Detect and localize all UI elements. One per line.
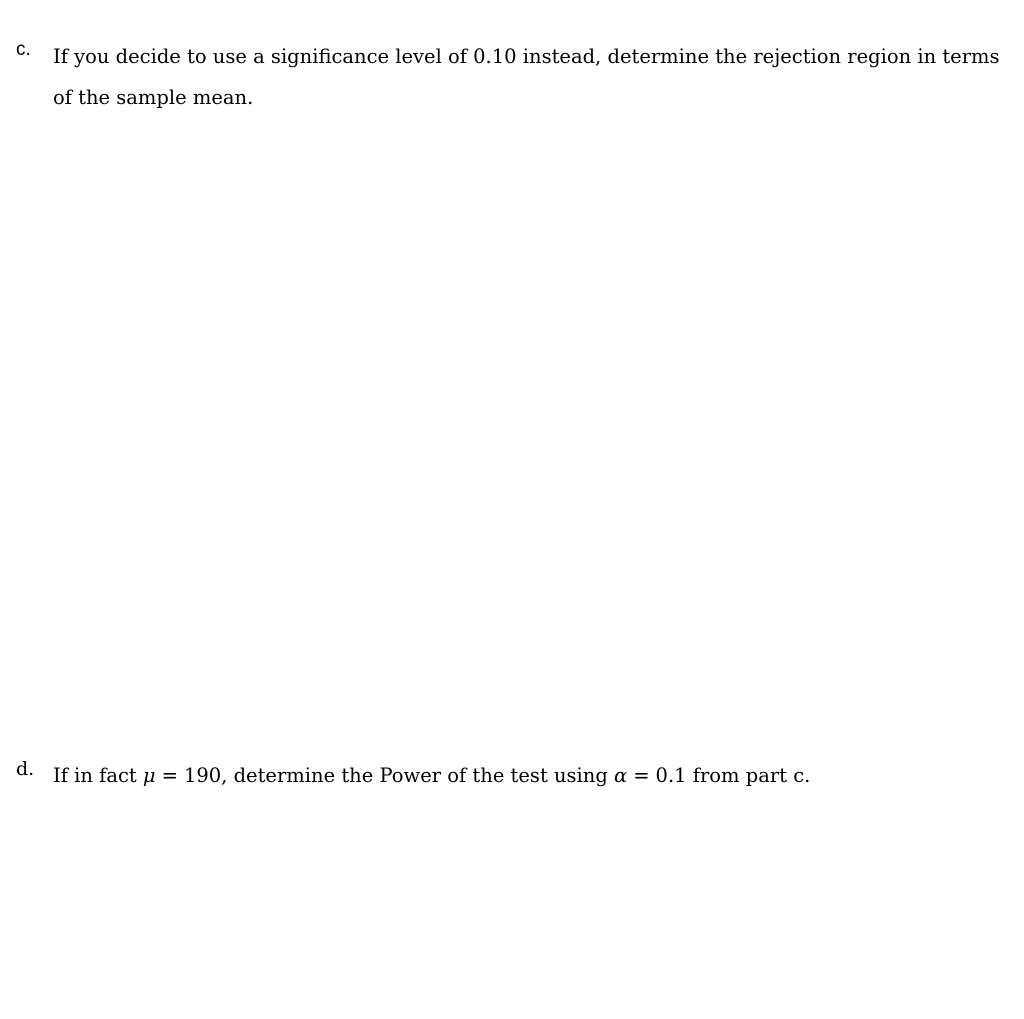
question-d-suffix: 0.1 from part c. [655,764,811,787]
question-c-text [53,36,1000,118]
answer-space-d [0,790,1024,1019]
equals-sign: = [161,764,178,787]
question-d-label: d. [16,758,35,780]
question-c-line-2: of the sample mean. [53,86,254,109]
alpha-symbol: α [614,764,628,787]
equals-sign: = [633,764,650,787]
question-d-middle: 190, determine the Power of the test using [183,764,615,787]
question-c-line-1: If you decide to use a significance level of 0.10 instead, determine the rejection region in terms [53,45,1000,68]
answer-space-c [0,110,1024,750]
question-c-label: c. [16,39,31,60]
mu-symbol: μ [142,764,156,787]
question-d-prefix: If in fact [53,764,143,787]
